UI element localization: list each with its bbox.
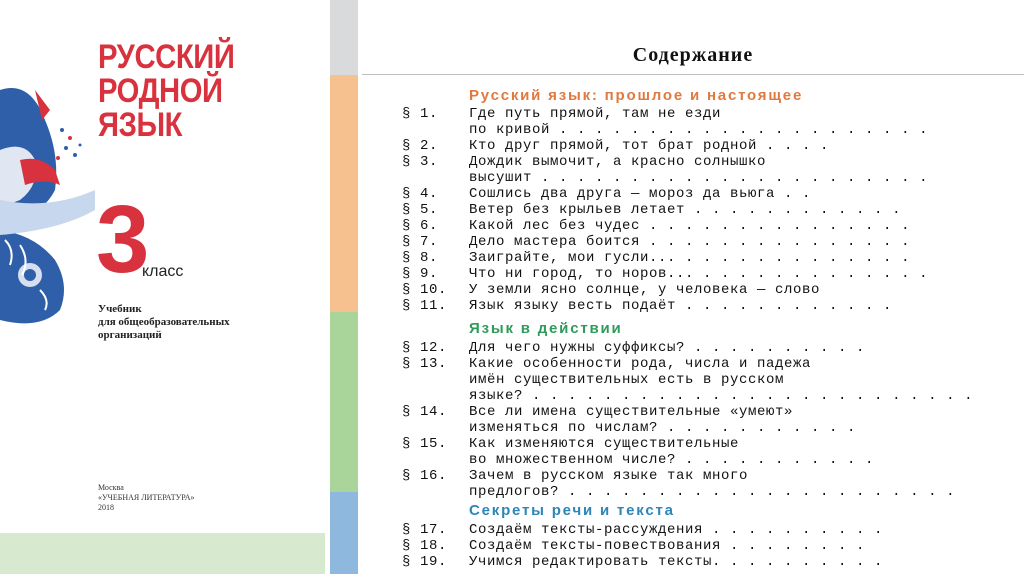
- item-number: § 8.: [402, 250, 439, 266]
- item-text: Ветер без крыльев летает . . . . . . . . . . . .: [469, 202, 902, 218]
- item-number: § 2.: [402, 138, 439, 154]
- book-cover: [0, 0, 325, 574]
- item-text: Создаём тексты-рассуждения . . . . . . . . . .: [469, 522, 884, 538]
- item-number: § 18.: [402, 538, 448, 554]
- toc-title: Содержание: [632, 44, 754, 66]
- item-text: во множественном числе? . . . . . . . . . . .: [469, 452, 875, 468]
- item-text: Дождик вымочит, а красно солнышко: [469, 154, 767, 170]
- item-text: языке? . . . . . . . . . . . . . . . . . . . . . . . . .: [469, 388, 974, 404]
- item-number: § 11.: [402, 298, 448, 314]
- item-number: § 10.: [402, 282, 448, 298]
- item-text: Какие особенности рода, числа и падежа: [469, 356, 812, 372]
- cover-subtitle: [98, 303, 230, 342]
- publisher-city: Москва: [98, 483, 124, 492]
- cover-title-line: РОДНОЙ: [98, 72, 223, 110]
- item-text: У земли ясно солнце, у человека — слово: [469, 282, 821, 298]
- publisher-year: 2018: [98, 503, 114, 512]
- section-color-bar: [330, 0, 358, 574]
- cover-title: [98, 40, 234, 142]
- color-bar-blue: [330, 492, 358, 574]
- item-number: § 15.: [402, 436, 448, 452]
- item-number: § 7.: [402, 234, 439, 250]
- item-number: § 4.: [402, 186, 439, 202]
- item-number: § 14.: [402, 404, 448, 420]
- item-text: Язык языку весть подаёт . . . . . . . . . . . .: [469, 298, 893, 314]
- item-text: имён существительных есть в русском: [469, 372, 785, 388]
- section-heading: Русский язык: прошлое и настоящее: [469, 87, 804, 104]
- item-text: по кривой . . . . . . . . . . . . . . . . . . . . .: [469, 122, 929, 138]
- publisher-name: «УЧЕБНАЯ ЛИТЕРАТУРА»: [98, 493, 195, 502]
- item-text: Создаём тексты-повествования . . . . . . . .: [469, 538, 866, 554]
- item-number: § 19.: [402, 554, 448, 570]
- item-number: § 3.: [402, 154, 439, 170]
- item-text: Что ни город, то норов... . . . . . . . . . . . . .: [469, 266, 929, 282]
- item-number: § 16.: [402, 468, 448, 484]
- grade-word: класс: [142, 263, 184, 280]
- subtitle-line: организаций: [98, 329, 162, 341]
- item-text: Какой лес без чудес . . . . . . . . . . . . . . .: [469, 218, 911, 234]
- item-text: изменяться по числам? . . . . . . . . . . .: [469, 420, 857, 436]
- color-bar-orange: [330, 75, 358, 312]
- item-text: Кто друг прямой, тот брат родной . . . .: [469, 138, 830, 154]
- item-text: Где путь прямой, там не езди: [469, 106, 722, 122]
- cover-bottom-strip: [0, 533, 325, 574]
- item-text: Зачем в русском языке так много: [469, 468, 749, 484]
- item-text: предлогов? . . . . . . . . . . . . . . . . . . . . . .: [469, 484, 956, 500]
- color-bar-green: [330, 312, 358, 492]
- item-text: Заиграйте, мои гусли... . . . . . . . . . . . . .: [469, 250, 911, 266]
- section-heading: Секреты речи и текста: [469, 502, 675, 519]
- item-text: Как изменяются существительные: [469, 436, 740, 452]
- item-text: высушит . . . . . . . . . . . . . . . . . . . . . .: [469, 170, 929, 186]
- publisher-info: [98, 483, 194, 513]
- title-divider: [362, 74, 1024, 75]
- item-text: Учимся редактировать тексты. . . . . . . . . .: [469, 554, 884, 570]
- item-number: § 5.: [402, 202, 439, 218]
- grade-number: 3: [96, 186, 150, 293]
- color-bar-gray: [330, 0, 358, 75]
- item-number: § 13.: [402, 356, 448, 372]
- item-number: § 9.: [402, 266, 439, 282]
- item-text: Для чего нужны суффиксы? . . . . . . . . . .: [469, 340, 866, 356]
- subtitle-line: Учебник: [98, 303, 142, 315]
- item-text: Все ли имена существительные «умеют»: [469, 404, 794, 420]
- subtitle-line: для общеобразовательных: [98, 316, 230, 328]
- cover-title-line: РУССКИЙ: [98, 38, 235, 76]
- item-text: Сошлись два друга — мороз да вьюга . .: [469, 186, 812, 202]
- section-heading: Язык в действии: [469, 320, 623, 337]
- item-number: § 17.: [402, 522, 448, 538]
- table-of-contents: [362, 0, 1024, 574]
- item-text: Дело мастера боится . . . . . . . . . . . . . . .: [469, 234, 911, 250]
- item-number: § 12.: [402, 340, 448, 356]
- cover-title-line: ЯЗЫК: [98, 106, 183, 144]
- folk-ornament-illustration: [0, 60, 95, 360]
- item-number: § 6.: [402, 218, 439, 234]
- item-number: § 1.: [402, 106, 439, 122]
